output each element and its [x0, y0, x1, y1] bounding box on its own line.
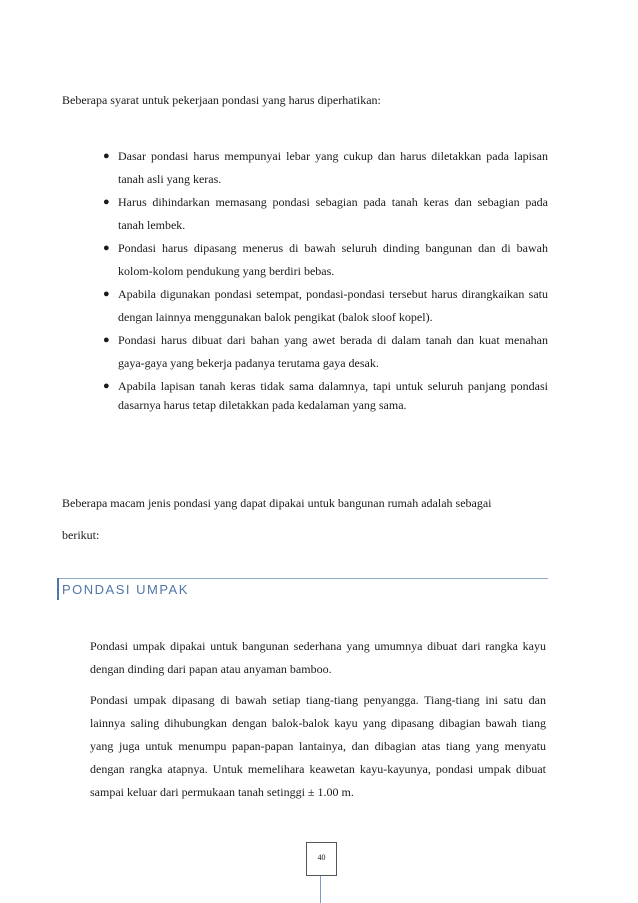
- list-item: [103, 237, 548, 283]
- list-item-text: Pondasi harus dipasang menerus di bawah seluruh dinding bangunan dan di bawah kolom-kolom pendukung yang berdiri bebas.: [118, 241, 548, 278]
- bullet-icon: ●: [103, 380, 110, 392]
- list-item: [103, 377, 548, 415]
- list-item-text: Dasar pondasi harus mempunyai lebar yang cukup dan harus diletakkan pada lapisan tanah asli yang keras.: [118, 149, 548, 186]
- requirements-list: [103, 145, 548, 415]
- intro-text: Beberapa syarat untuk pekerjaan pondasi yang harus diperhatikan:: [62, 93, 381, 107]
- section-heading: PONDASI UMPAK: [62, 582, 189, 597]
- list-item: [103, 283, 548, 329]
- page-number: 40: [317, 853, 326, 862]
- list-item-text: Harus dihindarkan memasang pondasi sebagian pada tanah keras dan sebagian pada tanah lembek.: [118, 195, 548, 232]
- bullet-icon: ●: [103, 196, 110, 208]
- umpak-paragraph: Pondasi umpak dipasang di bawah setiap tiang-tiang penyangga. Tiang-tiang ini satu dan lainnya saling dihubungkan dengan balok-balok kayu yang dipasang dibagian bawah tiang yang juga untuk menumpu papan-papan lantainya, dan dibagian atas tiang yang menyatu dengan rangka atapnya. Untuk memelihara keawetan kayu-kayunya, pondasi umpak dibuat sampai keluar dari permukaan tanah setinggi ± 1.00 m.: [90, 693, 546, 799]
- list-item: [103, 191, 548, 237]
- list-item: [103, 145, 548, 191]
- bullet-icon: ●: [103, 150, 110, 162]
- types-intro-text: Beberapa macam jenis pondasi yang dapat dipakai untuk bangunan rumah adalah sebagai berikut:: [62, 496, 492, 542]
- bullet-icon: ●: [103, 288, 110, 300]
- bullet-icon: ●: [103, 334, 110, 346]
- list-item-text: Pondasi harus dibuat dari bahan yang awet berada di dalam tanah dan kuat menahan gaya-gaya yang bekerja padanya terutama gaya desak.: [118, 333, 548, 370]
- list-item-text: Apabila digunakan pondasi setempat, pondasi-pondasi tersebut harus dirangkaikan satu dengan lainnya menggunakan balok pengikat (balok sloof kopel).: [118, 287, 548, 324]
- list-item: [103, 329, 548, 375]
- heading-accent-bar: [57, 578, 59, 600]
- page-number-line: [320, 876, 321, 903]
- umpak-paragraph: Pondasi umpak dipakai untuk bangunan sederhana yang umumnya dibuat dari rangka kayu dengan dinding dari papan atau anyaman bamboo.: [90, 639, 546, 676]
- bullet-icon: ●: [103, 242, 110, 254]
- list-item-text: Apabila lapisan tanah keras tidak sama dalamnya, tapi untuk seluruh panjang pondasi dasarnya harus tetap diletakkan pada kedalaman yang sama.: [118, 379, 548, 412]
